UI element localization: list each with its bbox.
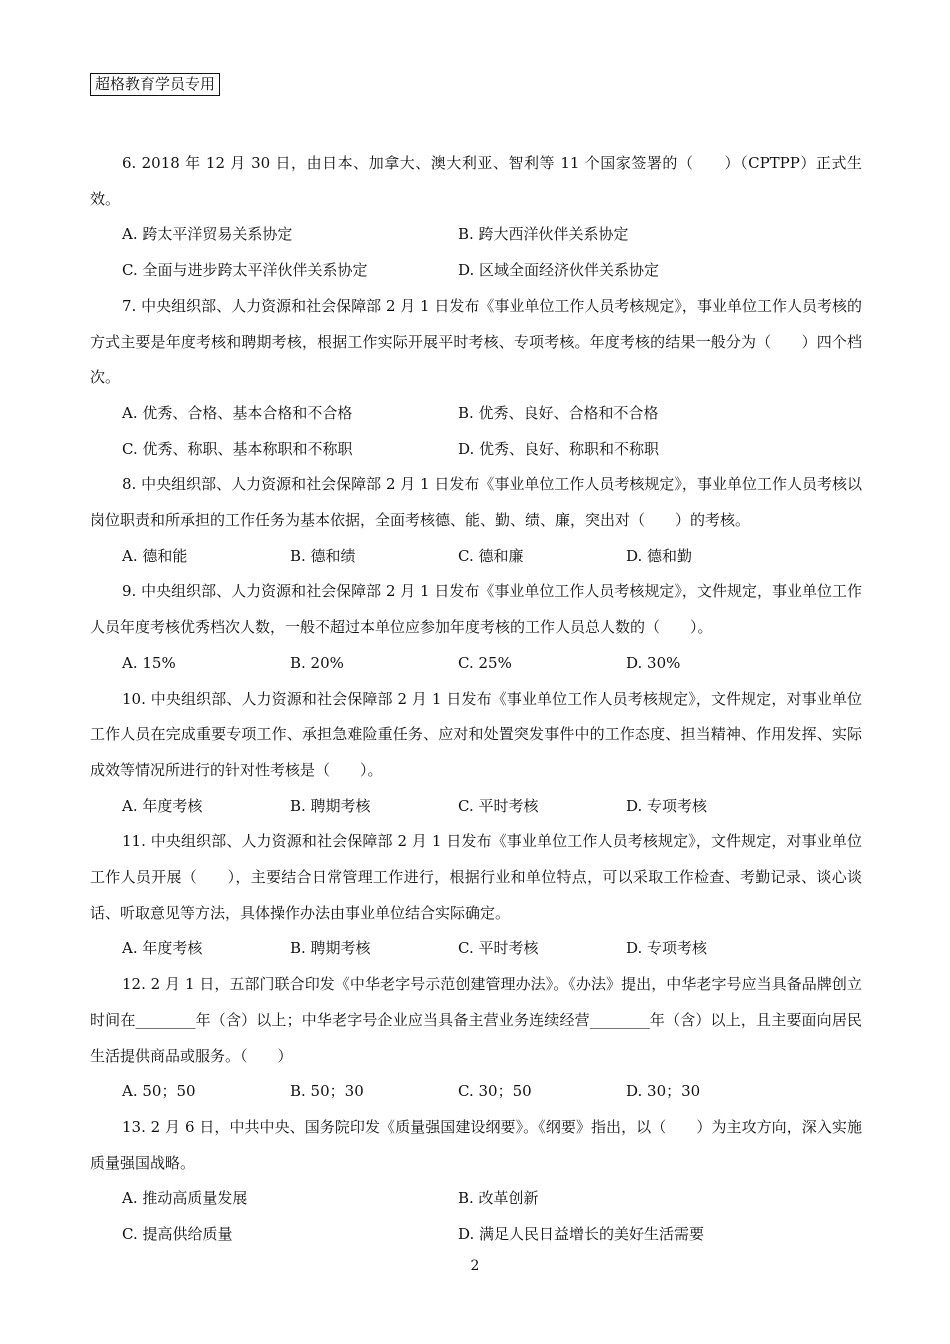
question-6 [90, 146, 862, 289]
option-a: A. 优秀、合格、基本合格和不合格 [122, 403, 353, 422]
question-options [90, 396, 862, 467]
option-d: D. 30；30 [626, 1082, 701, 1101]
option-d: D. 满足人民日益增长的美好生活需要 [458, 1225, 705, 1244]
option-b: B. 50；30 [290, 1082, 364, 1101]
question-list [90, 146, 862, 1253]
header-label: 超格教育学员专用 [90, 73, 220, 96]
option-d: D. 区域全面经济伙伴关系协定 [458, 261, 660, 280]
option-b: B. 优秀、良好、合格和不合格 [458, 403, 659, 422]
question-10 [90, 682, 862, 825]
option-c: C. 全面与进步跨太平洋伙伴关系协定 [122, 261, 368, 280]
option-c: C. 优秀、称职、基本称职和不称职 [122, 439, 353, 458]
option-a: A. 推动高质量发展 [122, 1189, 248, 1208]
question-stem: 11. 中央组织部、人力资源和社会保障部 2 月 1 日发布《事业单位工作人员考核规定》，文件规定，对事业单位工作人员开展（ ），主要结合日常管理工作进行，根据行业和单位特点，可以采取工作检查、考勤记录、谈心谈话、听取意见等方法，具体操作办法由事业单位结合实际确定。 [90, 832, 862, 922]
option-d: D. 德和勤 [626, 546, 693, 565]
question-options [90, 1181, 862, 1252]
option-b: B. 德和绩 [290, 546, 356, 565]
question-options [90, 1074, 862, 1110]
question-stem: 6. 2018 年 12 月 30 日，由日本、加拿大、澳大利亚、智利等 11 个国家签署的（ ）（CPTPP）正式生效。 [90, 154, 862, 208]
option-b: B. 聘期考核 [290, 796, 371, 815]
question-stem: 10. 中央组织部、人力资源和社会保障部 2 月 1 日发布《事业单位工作人员考核规定》，文件规定，对事业单位工作人员在完成重要专项工作、承担急难险重任务、应对和处置突发事件中的工作态度、担当精神、作用发挥、实际成效等情况所进行的针对性考核是（ ）。 [90, 689, 862, 779]
question-stem: 8. 中央组织部、人力资源和社会保障部 2 月 1 日发布《事业单位工作人员考核规定》，事业单位工作人员考核以岗位职责和所承担的工作任务为基本依据，全面考核德、能、勤、绩、廉，突出对（ ）的考核。 [90, 475, 862, 530]
question-stem: 9. 中央组织部、人力资源和社会保障部 2 月 1 日发布《事业单位工作人员考核规定》，文件规定，事业单位工作人员年度考核优秀档次人数，一般不超过本单位应参加年度考核的工作人员总人数的（ ）。 [90, 582, 862, 637]
option-a: A. 跨太平洋贸易关系协定 [122, 225, 293, 244]
option-a: A. 德和能 [122, 546, 188, 565]
question-11 [90, 824, 862, 967]
question-options [90, 646, 862, 682]
option-b: B. 聘期考核 [290, 939, 371, 958]
question-options [90, 539, 862, 575]
question-stem: 12. 2 月 1 日，五部门联合印发《中华老字号示范创建管理办法》。《办法》提出，中华老字号应当具备品牌创立时间在________年（含）以上；中华老字号企业应当具备主营业务连续经营________年（含）以上，且主要面向居民生活提供商品或服务。（ ） [90, 975, 862, 1065]
option-c: C. 30；50 [458, 1082, 532, 1101]
question-stem: 7. 中央组织部、人力资源和社会保障部 2 月 1 日发布《事业单位工作人员考核规定》，事业单位工作人员考核的方式主要是年度考核和聘期考核，根据工作实际开展平时考核、专项考核。年度考核的结果一般分为（ ）四个档次。 [90, 296, 862, 387]
question-options [90, 789, 862, 825]
option-a: A. 15% [122, 653, 176, 672]
option-a: A. 50；50 [122, 1082, 196, 1101]
question-9 [90, 574, 862, 681]
question-8 [90, 467, 862, 574]
page-number: 2 [470, 1258, 480, 1274]
option-d: D. 优秀、良好、称职和不称职 [458, 439, 660, 458]
option-a: A. 年度考核 [122, 796, 203, 815]
option-a: A. 年度考核 [122, 939, 203, 958]
option-b: B. 改革创新 [458, 1189, 539, 1208]
option-c: C. 25% [458, 653, 512, 672]
question-7 [90, 289, 862, 468]
question-stem: 13. 2 月 6 日，中共中央、国务院印发《质量强国建设纲要》。《纲要》指出，以（ ）为主攻方向，深入实施质量强国战略。 [90, 1117, 862, 1172]
option-d: D. 专项考核 [626, 796, 708, 815]
option-c: C. 平时考核 [458, 939, 539, 958]
option-d: D. 30% [626, 653, 681, 672]
option-d: D. 专项考核 [626, 939, 708, 958]
option-c: C. 提高供给质量 [122, 1225, 233, 1244]
option-c: C. 德和廉 [458, 546, 524, 565]
option-b: B. 跨大西洋伙伴关系协定 [458, 225, 629, 244]
question-13 [90, 1110, 862, 1253]
option-c: C. 平时考核 [458, 796, 539, 815]
option-b: B. 20% [290, 653, 344, 672]
question-options [90, 931, 862, 967]
question-12 [90, 967, 862, 1110]
question-options [90, 217, 862, 288]
